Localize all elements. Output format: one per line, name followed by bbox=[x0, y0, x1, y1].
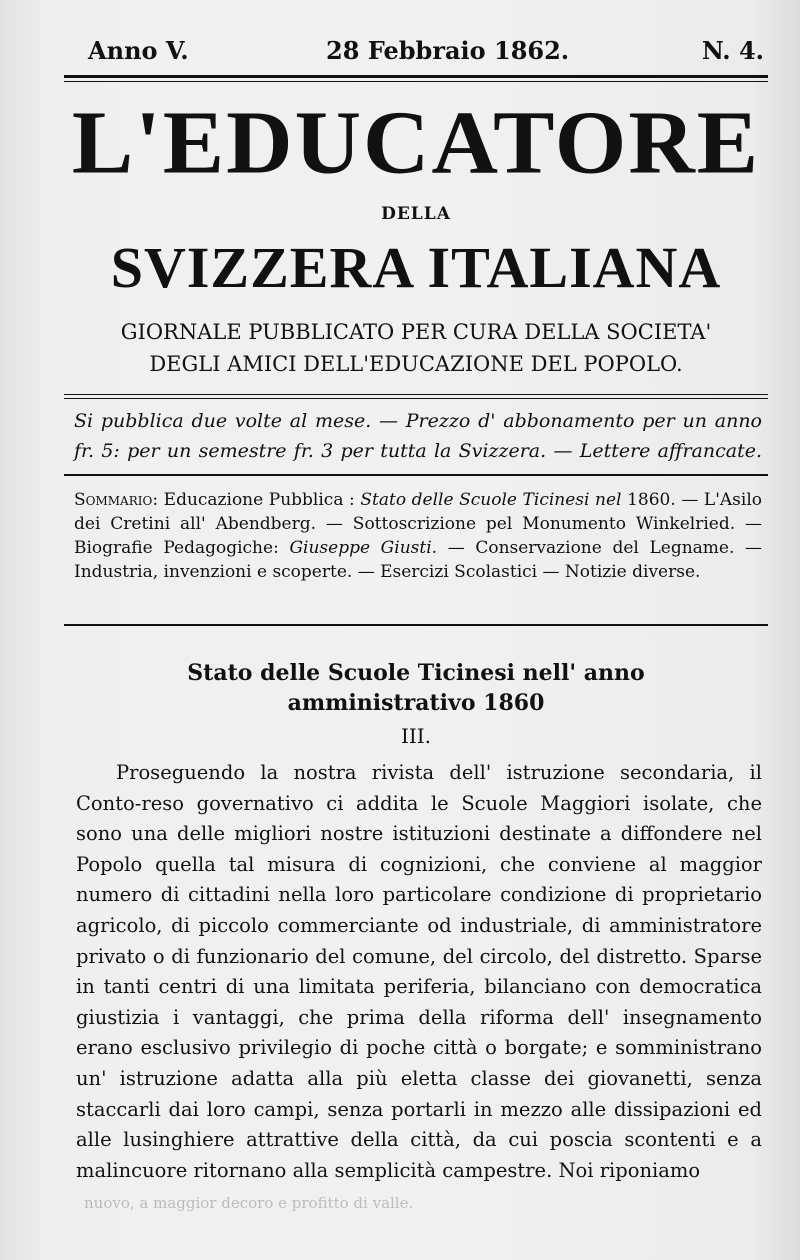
sommario-part1: : Educazione Pubblica : bbox=[152, 490, 361, 510]
sommario-label: Sommario bbox=[74, 490, 153, 510]
article-body: Proseguendo la nostra rivista dell' istruzione secondaria, il Conto-reso governativo ci addita le Scuole Maggiori isolate, che sono una delle migliori nostre istituzioni destinate a diffondere nel Popolo quella tal misura di cognizioni, che conviene al maggior numero di cittadini nella loro particolare condizione di proprietario agricolo, di piccolo commerciante od industriale, di amministratore privato o di funzionario del comune, del circolo, del distretto. Sparse in tanti centri di una limitata periferia, bilanciano con democratica giustizia i vantaggi, che prima della riforma dell' insegnamento erano esclusivo privilegio di poche città o borgate; e somministrano un' istruzione adatta alla più eletta classe dei giovanetti, senza staccarli dai loro campi, senza portarli in mezzo alle dissipazioni ed alle lusinghiere attrattive della città, da cui poscia scontenti e a malincuore ritornano alla semplicità campestre. Noi riponiamo bbox=[76, 761, 762, 1182]
header-rule-bottom bbox=[64, 81, 768, 82]
sommario-part2-italic: Giuseppe Giusti. bbox=[289, 538, 438, 558]
subscription-rule-bottom bbox=[64, 474, 768, 476]
subscription-line2: fr. 5: per un semestre fr. 3 per tutta la Svizzera. — Lettere affrancate. bbox=[74, 440, 762, 462]
masthead-description-line1: GIORNALE PUBBLICATO PER CURA DELLA SOCIETA' bbox=[120, 320, 712, 344]
header-rule-top bbox=[64, 75, 768, 78]
masthead-description-line2: DEGLI AMICI DELL'EDUCAZIONE DEL POPOLO. bbox=[149, 352, 683, 376]
sommario-part1-italic: Stato delle Scuole Ticinesi nel bbox=[360, 490, 622, 510]
article-section-numeral: III. bbox=[400, 724, 432, 748]
issue-header bbox=[88, 36, 764, 66]
masthead-subtitle: SVIZZERA ITALIANA bbox=[110, 235, 722, 300]
sommario-part3: — Conservazione del Legname. — Industria, invenzioni e scoperte. — Esercizi Scolastici — Notizie diverse. bbox=[74, 538, 763, 582]
masthead-title: L'EDUCATORE bbox=[71, 92, 761, 192]
issue-date: 28 Febbraio 1862. bbox=[326, 36, 570, 65]
sommario-block bbox=[74, 488, 762, 584]
subscription-rule-top bbox=[64, 394, 768, 395]
issue-number: N. 4. bbox=[701, 36, 764, 65]
bleed-through-text: nuovo, a maggior decoro e profitto di valle. bbox=[84, 1194, 414, 1212]
article-title-line2: amministrativo 1860 bbox=[287, 690, 545, 716]
subscription-line1: Si pubblica due volte al mese. — Prezzo d' abbonamento per un anno bbox=[74, 410, 762, 432]
article-title-line1: Stato delle Scuole Ticinesi nell' anno bbox=[187, 660, 645, 686]
masthead-della: DELLA bbox=[381, 204, 451, 224]
issue-year: Anno V. bbox=[88, 36, 189, 65]
subscription-rule-top2 bbox=[64, 398, 768, 399]
sommario-part2: 1860. — L'Asilo dei Cretini all' Abendberg. — Sottoscrizione pel Monumento Winkelried. — Biografie Pedagogiche: bbox=[74, 490, 762, 558]
sommario-rule-bottom bbox=[64, 624, 768, 626]
